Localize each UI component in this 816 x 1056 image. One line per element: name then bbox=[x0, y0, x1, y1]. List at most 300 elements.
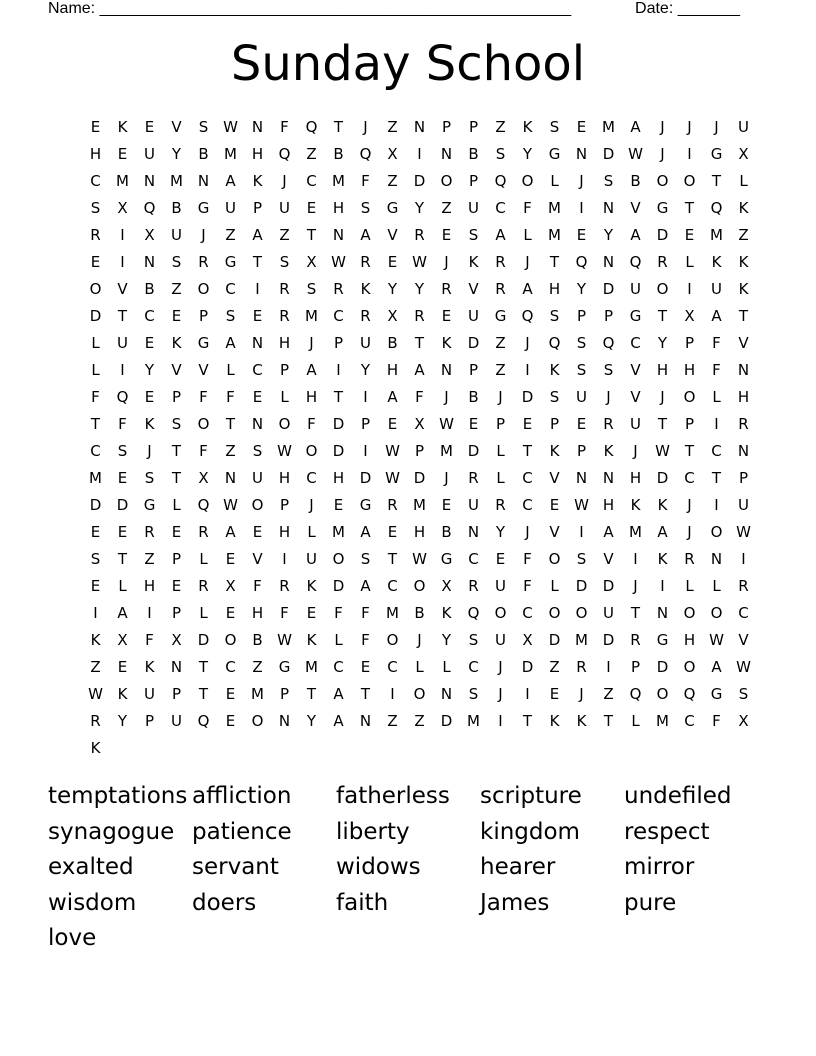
grid-letter[interactable]: V bbox=[630, 198, 641, 217]
grid-letter[interactable]: V bbox=[117, 279, 128, 298]
grid-letter[interactable]: H bbox=[332, 198, 345, 217]
grid-letter[interactable]: E bbox=[117, 657, 128, 676]
grid-letter[interactable]: E bbox=[522, 414, 533, 433]
grid-letter[interactable]: U bbox=[711, 279, 722, 298]
grid-letter[interactable]: F bbox=[523, 576, 532, 595]
grid-letter[interactable]: N bbox=[737, 360, 750, 379]
grid-letter[interactable]: R bbox=[414, 306, 425, 325]
grid-letter[interactable]: Z bbox=[738, 225, 749, 244]
grid-letter[interactable]: B bbox=[414, 603, 425, 622]
grid-letter[interactable]: C bbox=[333, 306, 344, 325]
grid-letter[interactable]: I bbox=[282, 549, 287, 568]
grid-letter[interactable]: O bbox=[548, 603, 561, 622]
grid-letter[interactable]: D bbox=[440, 711, 453, 730]
grid-letter[interactable]: I bbox=[579, 198, 584, 217]
grid-letter[interactable]: S bbox=[171, 414, 182, 433]
grid-letter[interactable]: M bbox=[386, 603, 399, 622]
date-field[interactable]: Date: _______ bbox=[635, 0, 740, 17]
grid-letter[interactable]: K bbox=[657, 549, 668, 568]
grid-letter[interactable]: D bbox=[413, 171, 426, 190]
grid-letter[interactable]: P bbox=[171, 387, 182, 406]
grid-letter[interactable]: N bbox=[602, 468, 615, 487]
grid-letter[interactable]: I bbox=[336, 360, 341, 379]
grid-letter[interactable]: E bbox=[576, 414, 587, 433]
grid-letter[interactable]: D bbox=[548, 630, 561, 649]
grid-letter[interactable]: S bbox=[90, 198, 101, 217]
grid-letter[interactable]: D bbox=[656, 657, 669, 676]
grid-letter[interactable]: W bbox=[412, 549, 427, 568]
grid-letter[interactable]: H bbox=[251, 603, 264, 622]
grid-letter[interactable]: F bbox=[361, 603, 370, 622]
grid-letter[interactable]: L bbox=[496, 441, 505, 460]
grid-letter[interactable]: Q bbox=[602, 333, 615, 352]
grid-letter[interactable]: F bbox=[145, 630, 154, 649]
grid-letter[interactable]: U bbox=[306, 549, 317, 568]
grid-letter[interactable]: Y bbox=[306, 711, 317, 730]
grid-letter[interactable]: D bbox=[656, 468, 669, 487]
grid-letter[interactable]: S bbox=[549, 306, 560, 325]
grid-letter[interactable]: F bbox=[118, 414, 127, 433]
grid-letter[interactable]: U bbox=[738, 117, 749, 136]
grid-letter[interactable]: F bbox=[523, 549, 532, 568]
grid-letter[interactable]: M bbox=[170, 171, 183, 190]
grid-letter[interactable]: O bbox=[386, 630, 399, 649]
grid-letter[interactable]: A bbox=[522, 279, 533, 298]
grid-letter[interactable]: E bbox=[333, 495, 344, 514]
grid-letter[interactable]: C bbox=[90, 441, 101, 460]
grid-letter[interactable]: Q bbox=[548, 333, 561, 352]
grid-letter[interactable]: K bbox=[252, 171, 263, 190]
grid-letter[interactable]: V bbox=[198, 360, 209, 379]
grid-letter[interactable]: J bbox=[498, 387, 503, 406]
grid-letter[interactable]: K bbox=[117, 117, 128, 136]
grid-letter[interactable]: B bbox=[468, 387, 479, 406]
grid-letter[interactable]: G bbox=[494, 306, 507, 325]
grid-letter[interactable]: E bbox=[117, 144, 128, 163]
grid-letter[interactable]: Y bbox=[117, 711, 128, 730]
grid-letter[interactable]: D bbox=[467, 441, 480, 460]
grid-letter[interactable]: S bbox=[549, 117, 560, 136]
grid-letter[interactable]: I bbox=[525, 360, 530, 379]
grid-letter[interactable]: F bbox=[280, 117, 289, 136]
grid-letter[interactable]: U bbox=[144, 144, 155, 163]
grid-letter[interactable]: J bbox=[579, 684, 584, 703]
grid-letter[interactable]: Z bbox=[306, 144, 317, 163]
grid-letter[interactable]: T bbox=[306, 684, 317, 703]
grid-letter[interactable]: M bbox=[602, 117, 615, 136]
grid-letter[interactable]: C bbox=[252, 360, 263, 379]
grid-letter[interactable]: Z bbox=[603, 684, 614, 703]
grid-letter[interactable]: W bbox=[412, 252, 427, 271]
grid-letter[interactable]: W bbox=[439, 414, 454, 433]
grid-letter[interactable]: Y bbox=[495, 522, 506, 541]
grid-letter[interactable]: D bbox=[197, 630, 210, 649]
grid-letter[interactable]: K bbox=[576, 711, 587, 730]
grid-letter[interactable]: K bbox=[522, 117, 533, 136]
grid-letter[interactable]: N bbox=[440, 144, 453, 163]
grid-letter[interactable]: E bbox=[117, 468, 128, 487]
grid-letter[interactable]: D bbox=[467, 333, 480, 352]
grid-letter[interactable]: Q bbox=[683, 684, 696, 703]
grid-letter[interactable]: T bbox=[657, 306, 668, 325]
grid-letter[interactable]: L bbox=[172, 495, 181, 514]
grid-letter[interactable]: A bbox=[657, 522, 668, 541]
grid-letter[interactable]: G bbox=[440, 549, 453, 568]
grid-letter[interactable]: A bbox=[603, 522, 614, 541]
grid-letter[interactable]: R bbox=[198, 522, 209, 541]
grid-letter[interactable]: H bbox=[629, 468, 642, 487]
grid-letter[interactable]: I bbox=[120, 360, 125, 379]
grid-letter[interactable]: Q bbox=[467, 603, 480, 622]
grid-letter[interactable]: E bbox=[252, 522, 263, 541]
grid-letter[interactable]: K bbox=[171, 333, 182, 352]
grid-letter[interactable]: Z bbox=[225, 225, 236, 244]
grid-letter[interactable]: K bbox=[738, 198, 749, 217]
grid-letter[interactable]: T bbox=[711, 171, 722, 190]
grid-letter[interactable]: O bbox=[656, 171, 669, 190]
grid-letter[interactable]: B bbox=[333, 144, 344, 163]
grid-letter[interactable]: I bbox=[255, 279, 260, 298]
grid-letter[interactable]: J bbox=[444, 468, 449, 487]
grid-letter[interactable]: O bbox=[575, 603, 588, 622]
grid-letter[interactable]: M bbox=[656, 711, 669, 730]
grid-letter[interactable]: T bbox=[306, 225, 317, 244]
grid-letter[interactable]: B bbox=[441, 522, 452, 541]
grid-letter[interactable]: F bbox=[199, 441, 208, 460]
grid-letter[interactable]: D bbox=[332, 441, 345, 460]
grid-letter[interactable]: L bbox=[685, 252, 694, 271]
grid-letter[interactable]: E bbox=[441, 225, 452, 244]
grid-letter[interactable]: R bbox=[738, 576, 749, 595]
grid-letter[interactable]: H bbox=[656, 360, 669, 379]
grid-letter[interactable]: V bbox=[738, 630, 749, 649]
grid-letter[interactable]: T bbox=[90, 414, 101, 433]
name-field[interactable]: Name: _____________________________________________________ bbox=[48, 0, 572, 17]
grid-letter[interactable]: Q bbox=[197, 711, 210, 730]
grid-letter[interactable]: Q bbox=[629, 684, 642, 703]
grid-letter[interactable]: N bbox=[251, 117, 264, 136]
grid-letter[interactable]: H bbox=[602, 495, 615, 514]
grid-letter[interactable]: S bbox=[468, 630, 479, 649]
grid-letter[interactable]: J bbox=[633, 441, 638, 460]
grid-letter[interactable]: P bbox=[468, 117, 479, 136]
grid-letter[interactable]: A bbox=[225, 171, 236, 190]
grid-letter[interactable]: I bbox=[687, 144, 692, 163]
grid-letter[interactable]: O bbox=[197, 414, 210, 433]
grid-letter[interactable]: K bbox=[441, 603, 452, 622]
grid-letter[interactable]: W bbox=[277, 630, 292, 649]
grid-letter[interactable]: L bbox=[91, 333, 100, 352]
grid-letter[interactable]: L bbox=[334, 630, 343, 649]
grid-letter[interactable]: H bbox=[737, 387, 750, 406]
grid-letter[interactable]: J bbox=[660, 117, 665, 136]
grid-letter[interactable]: U bbox=[738, 495, 749, 514]
grid-letter[interactable]: O bbox=[413, 684, 426, 703]
grid-letter[interactable]: L bbox=[118, 576, 127, 595]
grid-letter[interactable]: J bbox=[687, 117, 692, 136]
grid-letter[interactable]: H bbox=[143, 576, 156, 595]
grid-letter[interactable]: E bbox=[225, 603, 236, 622]
grid-letter[interactable]: O bbox=[710, 603, 723, 622]
grid-letter[interactable]: Q bbox=[305, 117, 318, 136]
grid-letter[interactable]: Y bbox=[522, 144, 533, 163]
grid-letter[interactable]: N bbox=[143, 171, 156, 190]
grid-letter[interactable]: Z bbox=[387, 117, 398, 136]
grid-letter[interactable]: A bbox=[495, 225, 506, 244]
grid-letter[interactable]: C bbox=[630, 333, 641, 352]
grid-letter[interactable]: A bbox=[630, 117, 641, 136]
grid-letter[interactable]: C bbox=[711, 441, 722, 460]
grid-letter[interactable]: D bbox=[521, 387, 534, 406]
grid-letter[interactable]: O bbox=[683, 171, 696, 190]
grid-letter[interactable]: P bbox=[630, 657, 641, 676]
grid-letter[interactable]: A bbox=[117, 603, 128, 622]
grid-letter[interactable]: T bbox=[360, 684, 371, 703]
grid-letter[interactable]: O bbox=[548, 549, 561, 568]
grid-letter[interactable]: C bbox=[333, 657, 344, 676]
grid-letter[interactable]: J bbox=[687, 495, 692, 514]
grid-letter[interactable]: E bbox=[144, 117, 155, 136]
grid-letter[interactable]: E bbox=[144, 333, 155, 352]
grid-letter[interactable]: C bbox=[306, 171, 317, 190]
grid-letter[interactable]: Y bbox=[171, 144, 182, 163]
grid-letter[interactable]: U bbox=[603, 603, 614, 622]
grid-letter[interactable]: K bbox=[144, 657, 155, 676]
grid-letter[interactable]: M bbox=[467, 711, 480, 730]
grid-letter[interactable]: L bbox=[91, 360, 100, 379]
grid-letter[interactable]: X bbox=[387, 144, 398, 163]
grid-letter[interactable]: C bbox=[225, 279, 236, 298]
grid-letter[interactable]: E bbox=[90, 252, 101, 271]
grid-letter[interactable]: E bbox=[144, 387, 155, 406]
grid-letter[interactable]: N bbox=[602, 252, 615, 271]
grid-letter[interactable]: K bbox=[630, 495, 641, 514]
grid-letter[interactable]: D bbox=[332, 576, 345, 595]
grid-letter[interactable]: Y bbox=[603, 225, 614, 244]
grid-letter[interactable]: E bbox=[252, 387, 263, 406]
grid-letter[interactable]: X bbox=[738, 711, 749, 730]
grid-letter[interactable]: L bbox=[199, 603, 208, 622]
grid-letter[interactable]: J bbox=[363, 117, 368, 136]
grid-letter[interactable]: G bbox=[197, 198, 210, 217]
grid-letter[interactable]: A bbox=[711, 306, 722, 325]
grid-letter[interactable]: N bbox=[332, 225, 345, 244]
grid-letter[interactable]: I bbox=[147, 603, 152, 622]
grid-letter[interactable]: N bbox=[656, 603, 669, 622]
grid-letter[interactable]: E bbox=[171, 522, 182, 541]
grid-letter[interactable]: H bbox=[683, 360, 696, 379]
grid-letter[interactable]: U bbox=[144, 684, 155, 703]
grid-letter[interactable]: K bbox=[144, 414, 155, 433]
grid-letter[interactable]: H bbox=[413, 522, 426, 541]
grid-letter[interactable]: C bbox=[684, 468, 695, 487]
grid-letter[interactable]: J bbox=[606, 387, 611, 406]
grid-letter[interactable]: Z bbox=[495, 333, 506, 352]
grid-letter[interactable]: U bbox=[630, 414, 641, 433]
grid-letter[interactable]: K bbox=[90, 738, 101, 757]
grid-letter[interactable]: O bbox=[440, 171, 453, 190]
grid-letter[interactable]: K bbox=[90, 630, 101, 649]
grid-letter[interactable]: E bbox=[684, 225, 695, 244]
grid-letter[interactable]: W bbox=[709, 630, 724, 649]
grid-letter[interactable]: V bbox=[549, 468, 560, 487]
grid-letter[interactable]: Z bbox=[90, 657, 101, 676]
grid-letter[interactable]: L bbox=[550, 576, 559, 595]
grid-letter[interactable]: E bbox=[576, 225, 587, 244]
grid-letter[interactable]: Z bbox=[549, 657, 560, 676]
grid-letter[interactable]: V bbox=[387, 225, 398, 244]
grid-letter[interactable]: E bbox=[441, 306, 452, 325]
grid-letter[interactable]: A bbox=[711, 657, 722, 676]
grid-letter[interactable]: J bbox=[525, 252, 530, 271]
grid-letter[interactable]: L bbox=[712, 576, 721, 595]
grid-letter[interactable]: F bbox=[361, 171, 370, 190]
grid-letter[interactable]: R bbox=[414, 225, 425, 244]
grid-letter[interactable]: C bbox=[522, 495, 533, 514]
grid-letter[interactable]: J bbox=[525, 333, 530, 352]
grid-letter[interactable]: E bbox=[90, 522, 101, 541]
grid-letter[interactable]: T bbox=[738, 306, 749, 325]
grid-letter[interactable]: G bbox=[548, 144, 561, 163]
grid-letter[interactable]: H bbox=[89, 144, 102, 163]
grid-letter[interactable]: W bbox=[385, 468, 400, 487]
grid-letter[interactable]: F bbox=[280, 603, 289, 622]
grid-letter[interactable]: E bbox=[549, 684, 560, 703]
grid-letter[interactable]: I bbox=[120, 252, 125, 271]
grid-letter[interactable]: Z bbox=[387, 171, 398, 190]
grid-letter[interactable]: X bbox=[117, 630, 128, 649]
grid-letter[interactable]: M bbox=[548, 225, 561, 244]
grid-letter[interactable]: D bbox=[521, 657, 534, 676]
grid-letter[interactable]: O bbox=[683, 387, 696, 406]
grid-letter[interactable]: R bbox=[198, 252, 209, 271]
grid-letter[interactable]: E bbox=[225, 549, 236, 568]
grid-letter[interactable]: H bbox=[683, 630, 696, 649]
grid-letter[interactable]: D bbox=[602, 144, 615, 163]
grid-letter[interactable]: Y bbox=[576, 279, 587, 298]
grid-letter[interactable]: H bbox=[548, 279, 561, 298]
grid-letter[interactable]: P bbox=[495, 414, 506, 433]
grid-letter[interactable]: E bbox=[360, 657, 371, 676]
grid-letter[interactable]: T bbox=[387, 549, 398, 568]
grid-letter[interactable]: H bbox=[278, 468, 291, 487]
grid-letter[interactable]: J bbox=[444, 387, 449, 406]
grid-letter[interactable]: X bbox=[117, 198, 128, 217]
grid-letter[interactable]: E bbox=[441, 495, 452, 514]
grid-letter[interactable]: S bbox=[549, 387, 560, 406]
grid-letter[interactable]: D bbox=[89, 306, 102, 325]
grid-letter[interactable]: C bbox=[738, 603, 749, 622]
grid-letter[interactable]: M bbox=[89, 468, 102, 487]
grid-letter[interactable]: L bbox=[496, 468, 505, 487]
grid-letter[interactable]: N bbox=[575, 144, 588, 163]
grid-letter[interactable]: H bbox=[251, 144, 264, 163]
grid-letter[interactable]: P bbox=[279, 495, 290, 514]
grid-letter[interactable]: E bbox=[171, 306, 182, 325]
grid-letter[interactable]: E bbox=[306, 603, 317, 622]
grid-letter[interactable]: I bbox=[498, 711, 503, 730]
grid-letter[interactable]: G bbox=[278, 657, 291, 676]
grid-letter[interactable]: M bbox=[440, 441, 453, 460]
grid-letter[interactable]: F bbox=[712, 360, 721, 379]
grid-letter[interactable]: Q bbox=[278, 144, 291, 163]
grid-letter[interactable]: P bbox=[441, 117, 452, 136]
grid-letter[interactable]: P bbox=[468, 171, 479, 190]
grid-letter[interactable]: G bbox=[224, 252, 237, 271]
grid-letter[interactable]: C bbox=[306, 468, 317, 487]
grid-letter[interactable]: E bbox=[171, 576, 182, 595]
grid-letter[interactable]: A bbox=[360, 522, 371, 541]
grid-letter[interactable]: I bbox=[363, 387, 368, 406]
grid-letter[interactable]: D bbox=[602, 576, 615, 595]
grid-letter[interactable]: T bbox=[171, 441, 182, 460]
grid-letter[interactable]: T bbox=[252, 252, 263, 271]
grid-letter[interactable]: P bbox=[333, 333, 344, 352]
grid-letter[interactable]: C bbox=[522, 468, 533, 487]
grid-letter[interactable]: A bbox=[252, 225, 263, 244]
grid-letter[interactable]: Q bbox=[521, 306, 534, 325]
grid-letter[interactable]: R bbox=[90, 225, 101, 244]
grid-letter[interactable]: S bbox=[252, 441, 263, 460]
grid-letter[interactable]: T bbox=[333, 387, 344, 406]
grid-letter[interactable]: U bbox=[468, 495, 479, 514]
grid-letter[interactable]: M bbox=[629, 522, 642, 541]
grid-letter[interactable]: J bbox=[525, 522, 530, 541]
grid-letter[interactable]: Y bbox=[657, 333, 668, 352]
grid-letter[interactable]: O bbox=[683, 657, 696, 676]
grid-letter[interactable]: U bbox=[252, 468, 263, 487]
grid-letter[interactable]: S bbox=[603, 360, 614, 379]
grid-letter[interactable]: T bbox=[549, 252, 560, 271]
grid-letter[interactable]: R bbox=[468, 468, 479, 487]
grid-letter[interactable]: E bbox=[117, 522, 128, 541]
grid-letter[interactable]: R bbox=[738, 414, 749, 433]
grid-letter[interactable]: C bbox=[90, 171, 101, 190]
grid-letter[interactable]: F bbox=[712, 333, 721, 352]
grid-letter[interactable]: I bbox=[714, 414, 719, 433]
grid-letter[interactable]: O bbox=[197, 279, 210, 298]
grid-letter[interactable]: U bbox=[117, 333, 128, 352]
grid-letter[interactable]: R bbox=[90, 711, 101, 730]
grid-letter[interactable]: V bbox=[171, 117, 182, 136]
grid-letter[interactable]: O bbox=[224, 630, 237, 649]
grid-letter[interactable]: B bbox=[252, 630, 263, 649]
grid-letter[interactable]: O bbox=[305, 441, 318, 460]
grid-letter[interactable]: J bbox=[579, 171, 584, 190]
grid-letter[interactable]: T bbox=[117, 549, 128, 568]
grid-letter[interactable]: V bbox=[603, 549, 614, 568]
grid-letter[interactable]: Z bbox=[387, 711, 398, 730]
grid-letter[interactable]: O bbox=[656, 279, 669, 298]
grid-letter[interactable]: R bbox=[279, 306, 290, 325]
grid-letter[interactable]: U bbox=[468, 306, 479, 325]
grid-letter[interactable]: D bbox=[359, 468, 372, 487]
grid-letter[interactable]: R bbox=[576, 657, 587, 676]
grid-letter[interactable]: F bbox=[712, 711, 721, 730]
grid-letter[interactable]: P bbox=[171, 549, 182, 568]
grid-letter[interactable]: M bbox=[251, 684, 264, 703]
grid-letter[interactable]: K bbox=[441, 333, 452, 352]
grid-letter[interactable]: E bbox=[468, 414, 479, 433]
grid-letter[interactable]: P bbox=[171, 603, 182, 622]
grid-letter[interactable]: I bbox=[93, 603, 98, 622]
grid-letter[interactable]: W bbox=[223, 117, 238, 136]
grid-letter[interactable]: X bbox=[306, 252, 317, 271]
grid-letter[interactable]: X bbox=[684, 306, 695, 325]
grid-letter[interactable]: K bbox=[549, 711, 560, 730]
grid-letter[interactable]: Z bbox=[279, 225, 290, 244]
grid-letter[interactable]: T bbox=[522, 441, 533, 460]
